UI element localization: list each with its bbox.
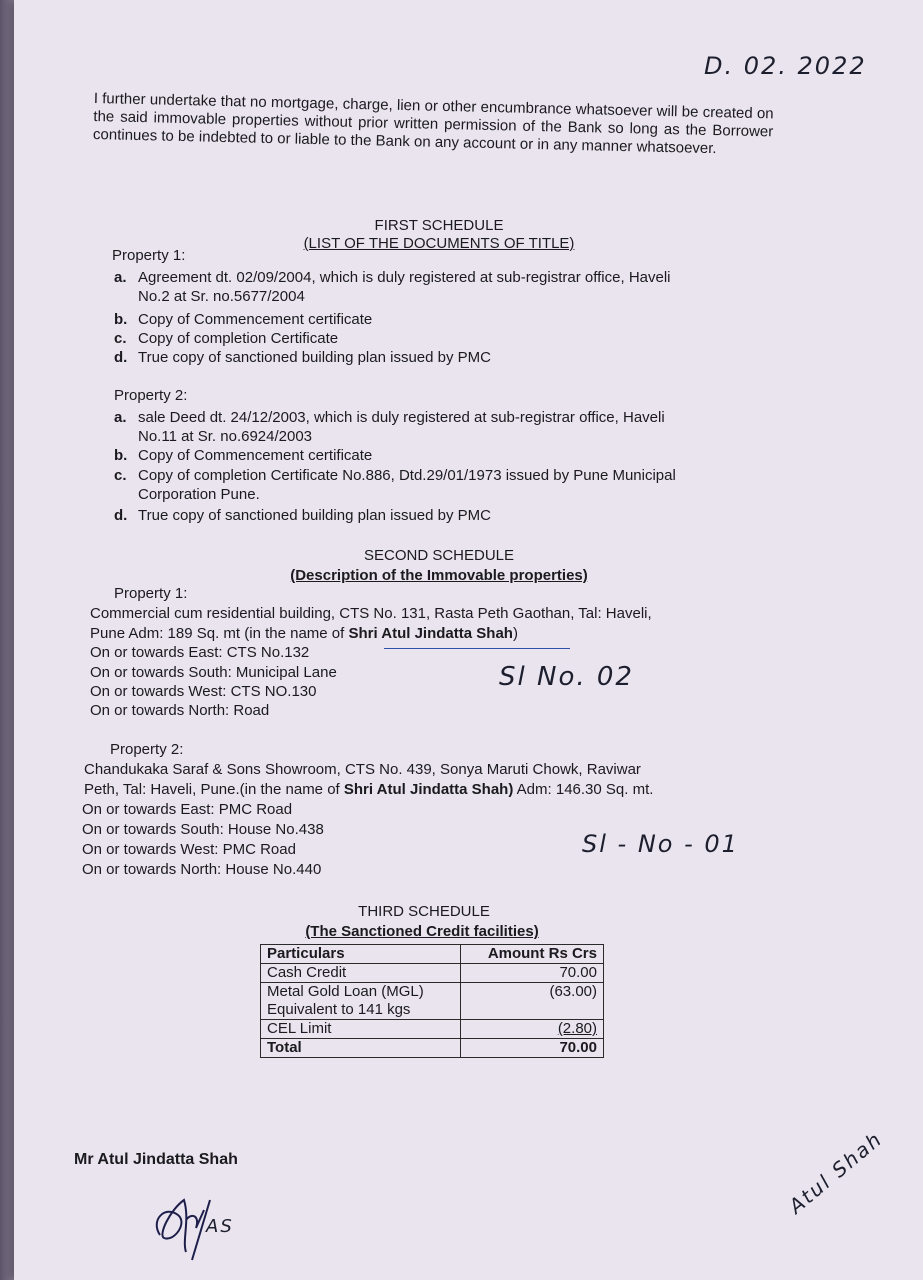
cell-particular	[261, 983, 461, 1020]
first-schedule-subtitle: (LIST OF THE DOCUMENTS OF TITLE)	[303, 235, 575, 252]
item-text: Copy of completion Certificate	[138, 330, 339, 347]
second-p2-line1: Chandukaka Saraf & Sons Showroom, CTS No. 439, Sonya Maruti Chowk, Raviwar	[84, 761, 641, 778]
item-text: Copy of Commencement certificate	[138, 447, 373, 464]
first-p2-item-d	[114, 506, 491, 525]
cell-amount: (63.00)	[461, 983, 604, 1020]
cell-line: Equivalent to 141 kgs	[267, 1001, 411, 1018]
second-p1-line2	[90, 624, 518, 644]
first-p1-item-c	[114, 329, 338, 348]
cell-particular: Cash Credit	[261, 964, 461, 983]
third-schedule-title: THIRD SCHEDULE	[358, 903, 490, 920]
signatory-name: Mr Atul Jindatta Shah	[74, 1151, 238, 1168]
second-p1-south: On or towards South: Municipal Lane	[90, 664, 337, 681]
table-header-row	[261, 945, 604, 964]
second-p2-south: On or towards South: House No.438	[82, 821, 324, 838]
table-row	[261, 1020, 604, 1039]
margin-handwritten-note: Atul Shah	[784, 1126, 888, 1219]
item-text: Agreement dt. 02/09/2004, which is duly registered at sub-registrar office, Haveli	[138, 269, 671, 286]
pen-underline	[384, 648, 570, 649]
second-p2-line2	[84, 780, 653, 800]
cell-amount: (2.80)	[461, 1020, 604, 1039]
first-schedule-property2-label: Property 2:	[114, 387, 188, 404]
second-p1-handwritten-note: Sl No. 02	[499, 662, 634, 692]
second-schedule-title: SECOND SCHEDULE	[363, 547, 515, 564]
owner-name: Shri Atul Jindatta Shah)	[343, 781, 514, 798]
item-text-cont: No.2 at Sr. no.5677/2004	[138, 288, 305, 305]
header-amount: Amount Rs Crs	[461, 945, 604, 964]
item-text: Copy of completion Certificate No.886, Dtd.29/01/1973 issued by Pune Municipal	[138, 467, 676, 484]
second-schedule-subtitle: (Description of the Immovable properties)	[290, 567, 588, 584]
cell-total-amount: 70.00	[461, 1039, 604, 1058]
table-row	[261, 964, 604, 983]
line-text: Adm: 146.30 Sq. mt.	[513, 781, 654, 798]
second-p1-label: Property 1:	[114, 585, 188, 602]
document-page	[14, 0, 923, 1280]
second-p1-line1: Commercial cum residential building, CTS No. 131, Rasta Peth Gaothan, Tal: Haveli,	[90, 605, 652, 622]
cell-line: Metal Gold Loan (MGL)	[267, 983, 424, 1000]
undertaking-paragraph: I further undertake that no mortgage, charge, lien or other encumbrance whatsoever will be created on the said immovable properties without prior written permission of the Bank so long as the Borrower continues to be indebted to or liable to the Bank on any account or in any manner whatsoever.	[92, 90, 774, 158]
third-schedule-subtitle: (The Sanctioned Credit facilities)	[305, 923, 539, 940]
line-text: )	[512, 625, 518, 642]
credit-facilities-table	[260, 944, 604, 1058]
item-text: True copy of sanctioned building plan issued by PMC	[138, 507, 491, 524]
first-p1-item-b	[114, 310, 372, 329]
item-mark: d.	[114, 349, 128, 366]
owner-name: Shri Atul Jindatta Shah	[348, 625, 513, 642]
first-p2-item-a	[114, 408, 784, 446]
header-particulars: Particulars	[261, 945, 461, 964]
item-mark: a.	[114, 409, 127, 426]
first-p2-item-b	[114, 446, 372, 465]
item-mark: b.	[114, 447, 128, 464]
cell-particular: CEL Limit	[261, 1020, 461, 1039]
second-p2-west: On or towards West: PMC Road	[82, 841, 296, 858]
second-p2-label: Property 2:	[110, 741, 184, 758]
second-p1-west: On or towards West: CTS NO.130	[90, 683, 317, 700]
table-total-row	[261, 1039, 604, 1058]
table-row	[261, 983, 604, 1020]
item-text: True copy of sanctioned building plan issued by PMC	[138, 349, 491, 366]
item-text-cont: Corporation Pune.	[138, 486, 260, 503]
item-text-cont: No.11 at Sr. no.6924/2003	[138, 428, 313, 445]
second-p1-north: On or towards North: Road	[90, 702, 270, 719]
line-text: Pune Adm: 189 Sq. mt (in the name of	[90, 625, 349, 642]
second-p2-east: On or towards East: PMC Road	[82, 801, 293, 818]
item-text: Copy of Commencement certificate	[138, 311, 373, 328]
line-text: Peth, Tal: Haveli, Pune.(in the name of	[84, 781, 344, 798]
item-text: sale Deed dt. 24/12/2003, which is duly registered at sub-registrar office, Haveli	[138, 409, 665, 426]
second-p2-north: On or towards North: House No.440	[82, 861, 322, 878]
header-handwritten-date: D. 02. 2022	[704, 52, 867, 80]
item-mark: c.	[114, 467, 127, 484]
signature-initials: AS	[206, 1216, 234, 1237]
first-p1-item-a	[114, 268, 774, 306]
cell-amount: 70.00	[461, 964, 604, 983]
second-p2-handwritten-note: Sl - No - 01	[582, 830, 739, 858]
first-schedule-title: FIRST SCHEDULE	[374, 217, 504, 234]
first-p1-item-d	[114, 348, 491, 367]
first-p2-item-c	[114, 466, 794, 504]
item-mark: a.	[114, 269, 127, 286]
item-mark: c.	[114, 330, 127, 347]
first-schedule-property1-label: Property 1:	[112, 247, 186, 264]
item-mark: d.	[114, 507, 128, 524]
second-p1-east: On or towards East: CTS No.132	[90, 644, 310, 661]
cell-total-label: Total	[261, 1039, 461, 1058]
page-edge-shadow	[0, 0, 14, 1280]
item-mark: b.	[114, 311, 128, 328]
